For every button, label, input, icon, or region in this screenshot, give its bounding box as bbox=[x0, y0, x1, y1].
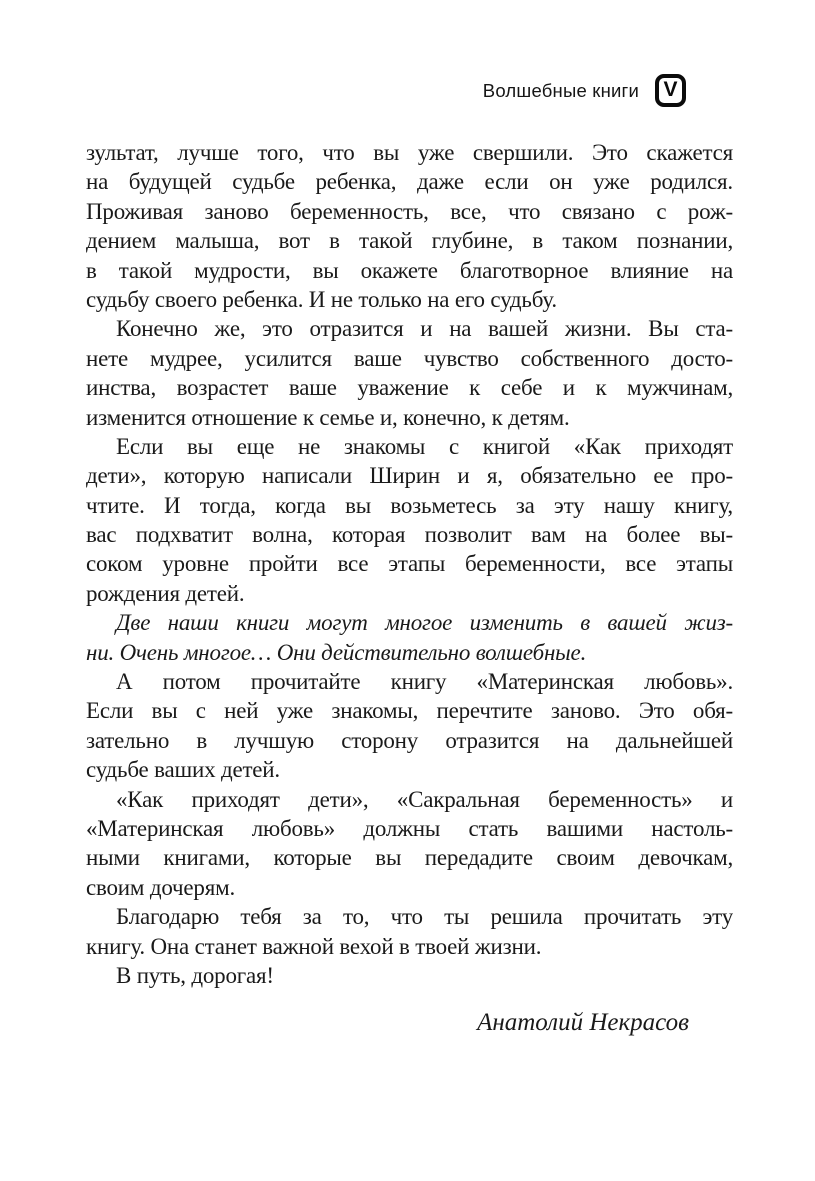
text-line: на будущей судьбе ребенка, даже если он уже родился. bbox=[86, 169, 733, 195]
text-line: Если вы еще не знакомы с книгой «Как приходят bbox=[116, 433, 733, 459]
text-line: соком уровне пройти все этапы беременности, все этапы bbox=[86, 551, 733, 577]
paragraph bbox=[86, 138, 733, 314]
text-line: зультат, лучше того, что вы уже свершили. Это скажется bbox=[86, 140, 733, 165]
text-line: «Как приходят дети», «Сакральная беременность» и bbox=[116, 786, 733, 812]
paragraph bbox=[86, 785, 733, 903]
text-line: зательно в лучшую сторону отразится на дальнейшей bbox=[86, 727, 733, 753]
text-line: дети», которую написали Ширин и я, обязательно ее про- bbox=[86, 463, 733, 489]
text-line: рождения детей. bbox=[86, 580, 245, 606]
text-line: Если вы с ней уже знакомы, перечтите заново. Это обя- bbox=[86, 698, 733, 724]
text-line: чтите. И тогда, когда вы возьметесь за эту нашу книгу, bbox=[86, 492, 733, 518]
text-line: «Материнская любовь» должны стать вашими настоль- bbox=[86, 815, 733, 841]
paragraph bbox=[86, 902, 733, 961]
author-signature: Анатолий Некрасов bbox=[477, 1009, 689, 1036]
paragraph bbox=[86, 314, 733, 432]
text-line: В путь, дорогая! bbox=[116, 962, 274, 988]
text-line: судьбе ваших детей. bbox=[86, 757, 280, 783]
logo-v-icon: V bbox=[663, 78, 678, 101]
text-line: Благодарю тебя за то, что ты решила прочитать эту bbox=[116, 904, 733, 930]
text-line: А потом прочитайте книгу «Материнская любовь». bbox=[116, 669, 733, 695]
text-line: своим дочерям. bbox=[86, 874, 235, 900]
text-line: в такой мудрости, вы окажете благотворное влияние на bbox=[86, 257, 733, 283]
text-line: изменится отношение к семье и, конечно, к детям. bbox=[86, 404, 570, 430]
text-line: вас подхватит волна, которая позволит вам на более вы- bbox=[86, 522, 733, 548]
text-line: инства, возрастет ваше уважение к себе и к мужчинам, bbox=[86, 375, 733, 401]
publisher-logo bbox=[655, 74, 686, 107]
text-line: Проживая заново беременность, все, что связано с рож- bbox=[86, 198, 733, 224]
text-line: судьбу своего ребенка. И не только на его судьбу. bbox=[86, 286, 557, 312]
running-title: Волшебные книги bbox=[482, 79, 639, 101]
text-block bbox=[86, 138, 733, 990]
text-line: дением малыша, вот в такой глубине, в таком познании, bbox=[86, 228, 733, 254]
text-line: Две наши книги могут многое изменить в вашей жиз- bbox=[116, 610, 733, 636]
paragraph bbox=[86, 608, 733, 667]
text-line: ни. Очень многое… Они действительно волшебные. bbox=[86, 639, 587, 665]
text-line: нете мудрее, усилится ваше чувство собственного досто- bbox=[86, 345, 733, 371]
text-line: ными книгами, которые вы передадите своим девочкам, bbox=[86, 845, 733, 871]
paragraph bbox=[86, 667, 733, 785]
paragraph bbox=[86, 961, 733, 990]
paragraph bbox=[86, 432, 733, 608]
text-line: Конечно же, это отразится и на вашей жизни. Вы ста- bbox=[116, 316, 733, 342]
text-line: книгу. Она станет важной вехой в твоей жизни. bbox=[86, 933, 542, 959]
running-header bbox=[483, 74, 686, 107]
